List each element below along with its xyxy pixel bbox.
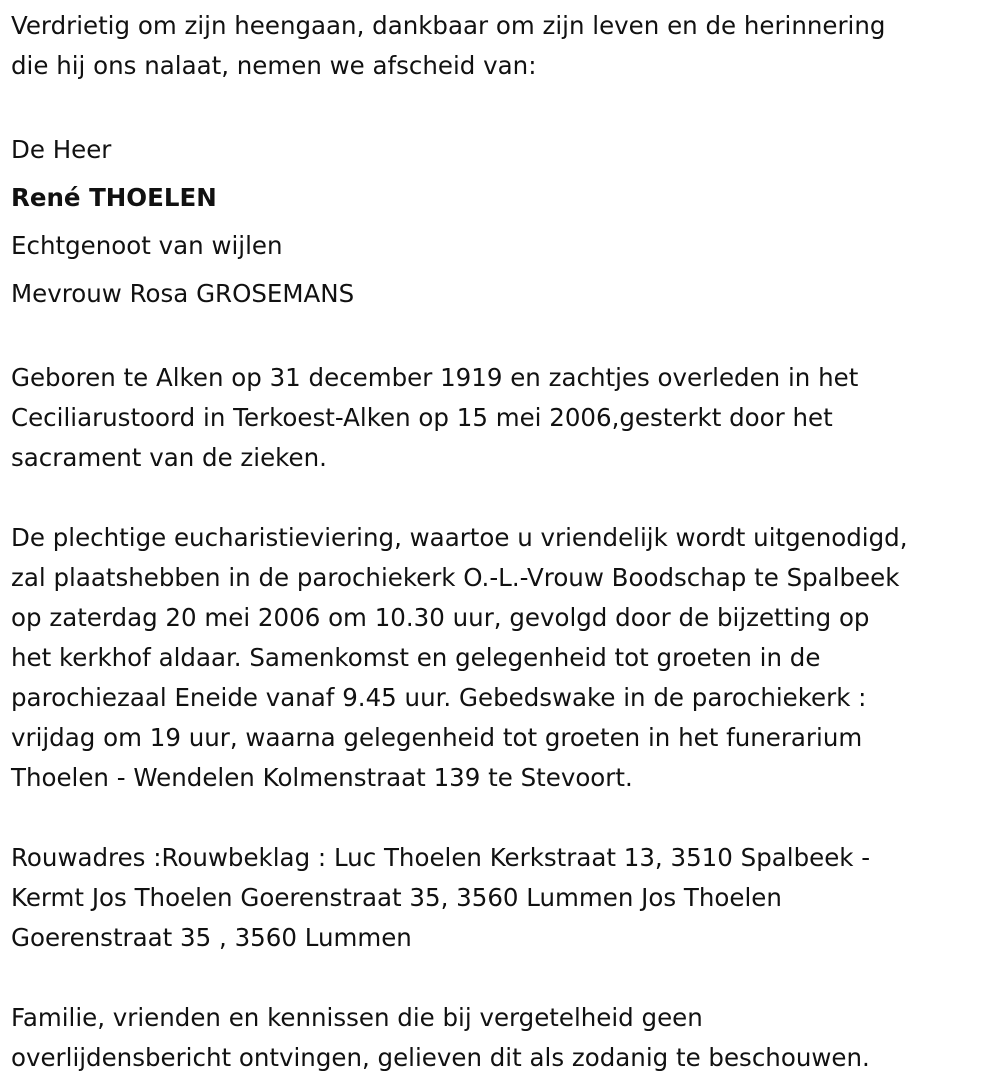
- closing-text: Familie, vrienden en kennissen die bij vergetelheid geen overlijdensbericht ontvingen, gelieven dit als zodanig te beschouwen.: [11, 1003, 870, 1072]
- spouse-name: Mevrouw Rosa GROSEMANS: [11, 279, 355, 308]
- ceremony-text: De plechtige eucharistieviering, waartoe u vriendelijk wordt uitgenodigd, zal plaatshebben in de parochiekerk O.-L.-Vrouw Boodschap te Spalbeek op zaterdag 20 mei 2006 om 10.30 uur, gevolgd door de bijzetting op het kerkhof aldaar. Samenkomst en gelegenheid tot groeten in de parochiezaal Eneide vanaf 9.45 uur. Gebedswake in de parochiekerk : vrijdag om 19 uur, waarna gelegenheid tot groeten in het funerarium Thoelen - Wendelen Kolmenstraat 139 te Stevoort.: [11, 523, 908, 792]
- spouse-relation: Echtgenoot van wijlen: [11, 231, 283, 260]
- birth-death-text: Geboren te Alken op 31 december 1919 en zachtjes overleden in het Ceciliarustoord in Terkoest-Alken op 15 mei 2006,gesterkt door het sacrament van de zieken.: [11, 363, 859, 472]
- death-notice: [11, 6, 993, 1078]
- salutation: De Heer: [11, 135, 112, 164]
- intro-text: Verdrietig om zijn heengaan, dankbaar om zijn leven en de herinnering die hij ons nalaat, nemen we afscheid van:: [11, 11, 886, 80]
- address-text: Rouwadres :Rouwbeklag : Luc Thoelen Kerkstraat 13, 3510 Spalbeek - Kermt Jos Thoelen Goerenstraat 35, 3560 Lummen Jos Thoelen Goerenstraat 35 , 3560 Lummen: [11, 843, 871, 952]
- deceased-block: [11, 126, 993, 318]
- deceased-name: René THOELEN: [11, 183, 217, 212]
